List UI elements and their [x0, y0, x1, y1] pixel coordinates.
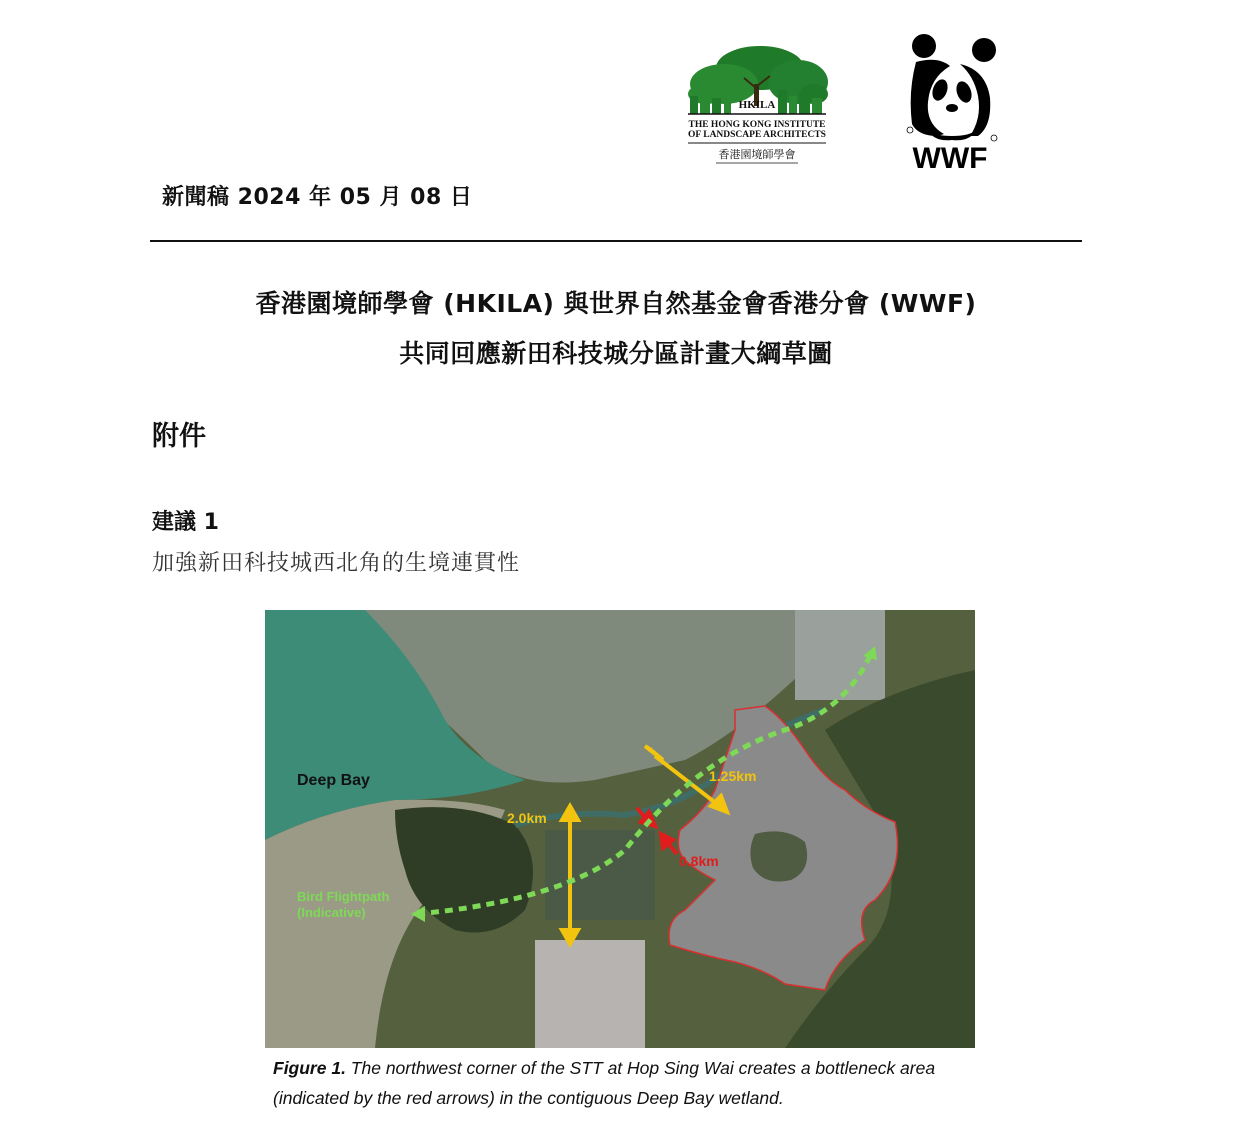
hkila-tree-icon: [686, 36, 828, 170]
label-distance-0-8km: 0.8km: [679, 853, 719, 869]
map-fishponds: [545, 830, 655, 920]
figure-caption: [273, 1053, 993, 1113]
press-release-date: 新聞稿 2024 年 05 月 08 日: [162, 185, 473, 210]
wwf-logo: [898, 32, 1002, 172]
svg-text:香港園境師學會: 香港園境師學會: [718, 148, 796, 161]
svg-text:OF LANDSCAPE ARCHITECTS: OF LANDSCAPE ARCHITECTS: [688, 130, 826, 140]
svg-text:HKILA: HKILA: [738, 99, 776, 111]
suggestion-description: 加強新田科技城西北角的生境連貫性: [152, 551, 521, 576]
map-graphic: [265, 610, 975, 1048]
map-enclave: [750, 831, 807, 881]
svg-text:WWF: WWF: [912, 142, 988, 172]
label-bird-flightpath-line1: Bird Flightpath: [297, 889, 390, 904]
hkila-logo: [686, 36, 828, 170]
label-deep-bay: Deep Bay: [297, 772, 370, 789]
label-distance-1-25km: 1.25km: [709, 768, 757, 784]
map-urban-south: [535, 940, 645, 1048]
figure-caption-label: Figure 1.: [273, 1058, 346, 1078]
label-bird-flightpath-line2: (Indicative): [297, 905, 366, 920]
document-title-line-2: 共同回應新田科技城分區計畫大綱草圖: [399, 339, 833, 368]
label-distance-2km: 2.0km: [507, 810, 547, 826]
svg-text:THE HONG KONG INSTITUTE: THE HONG KONG INSTITUTE: [688, 120, 826, 130]
header-divider: [150, 240, 1082, 242]
panda-icon: [898, 32, 1002, 172]
figure-satellite-map: [265, 610, 975, 1048]
annex-heading: 附件: [152, 421, 206, 452]
figure-caption-text: The northwest corner of the STT at Hop Sing Wai creates a bottleneck area (indicated by the red arrows) in the contiguous Deep Bay wetland.: [273, 1058, 936, 1108]
label-bird-flightpath: [297, 889, 389, 921]
suggestion-label: 建議 1: [152, 510, 219, 535]
document-title-line-1: 香港園境師學會 (HKILA) 與世界自然基金會香港分會 (WWF): [255, 289, 977, 318]
